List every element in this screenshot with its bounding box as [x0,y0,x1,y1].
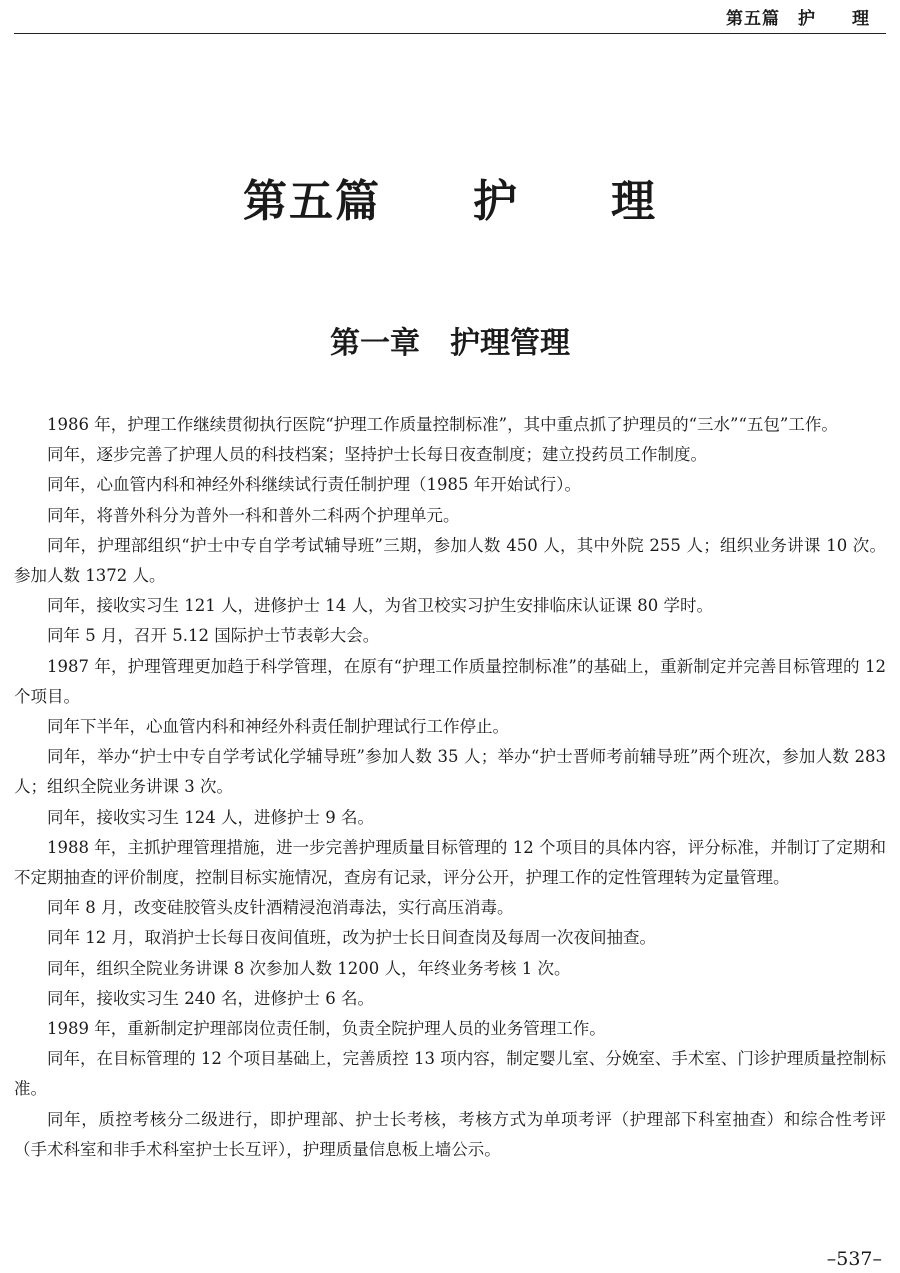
paragraph: 同年下半年，心血管内科和神经外科责任制护理试行工作停止。 [47,717,509,737]
paragraph: 同年，将普外科分为普外一科和普外二科两个护理单元。 [47,505,460,525]
paragraph: 同年，接收实习生 121 人，进修护士 14 人，为省卫校实习护生安排临床认证课 80 学时。 [47,596,713,616]
paragraph: 同年，接收实习生 124 人，进修护士 9 名。 [47,807,374,827]
paragraph: 同年，质控考核分二级进行，即护理部、护士长考核，考核方式为单项考评（护理部下科室抽查）和综合性考评（手术科室和非手术科室护士长互评），护理质量信息板上墙公示。 [14,1109,886,1159]
paragraph: 1988 年，主抓护理管理措施，进一步完善护理质量目标管理的 12 个项目的具体内容，评分标准，并制订了定期和不定期抽查的评价制度，控制目标实施情况，查房有记录，评分公开，护理工作的定性管理转为定量管理。 [14,837,886,888]
paragraph: 1987 年，护理管理更加趋于科学管理，在原有“护理工作质量控制标准”的基础上，重新制定并完善目标管理的 12 个项目。 [14,656,886,706]
running-header: 第五篇 护 理 [726,9,870,29]
paragraph: 同年，举办“护士中专自学考试化学辅导班”参加人数 35 人；举办“护士晋师考前辅导班”两个班次，参加人数 283 人；组织全院业务讲课 3 次。 [14,747,886,797]
paragraph: 同年，护理部组织“护士中专自学考试辅导班”三期，参加人数 450 人，其中外院 255 人；组织业务讲课 10 次。参加人数 1372 人。 [14,535,886,586]
header-rule [14,33,886,34]
paragraph: 同年，心血管内科和神经外科继续试行责任制护理（1985 年开始试行）。 [47,475,581,495]
paragraph: 同年，接收实习生 240 名，进修护士 6 名。 [47,988,374,1008]
paragraph: 同年 8 月，改变硅胶管头皮针酒精浸泡消毒法，实行高压消毒。 [47,898,514,918]
paragraph: 1986 年，护理工作继续贯彻执行医院“护理工作质量控制标准”，其中重点抓了护理员的“三水”“五包”工作。 [47,415,838,434]
body-text [14,410,886,1165]
page-number: –537– [826,1248,882,1270]
paragraph: 同年，逐步完善了护理人员的科技档案；坚持护士长每日夜查制度；建立投药员工作制度。 [47,445,707,465]
paragraph: 同年 5 月，召开 5.12 国际护士节表彰大会。 [47,626,380,646]
chapter-title: 第一章 护理管理 [330,326,570,361]
paragraph: 1989 年，重新制定护理部岗位责任制，负责全院护理人员的业务管理工作。 [47,1019,606,1039]
paragraph: 同年，在目标管理的 12 个项目基础上，完善质控 13 项内容，制定婴儿室、分娩室、手术室、门诊护理质量控制标准。 [14,1049,886,1099]
part-title: 第五篇 护 理 [243,176,657,227]
paragraph: 同年，组织全院业务讲课 8 次参加人数 1200 人，年终业务考核 1 次。 [47,958,571,978]
paragraph: 同年 12 月，取消护士长每日夜间值班，改为护士长日间查岗及每周一次夜间抽查。 [47,928,656,948]
